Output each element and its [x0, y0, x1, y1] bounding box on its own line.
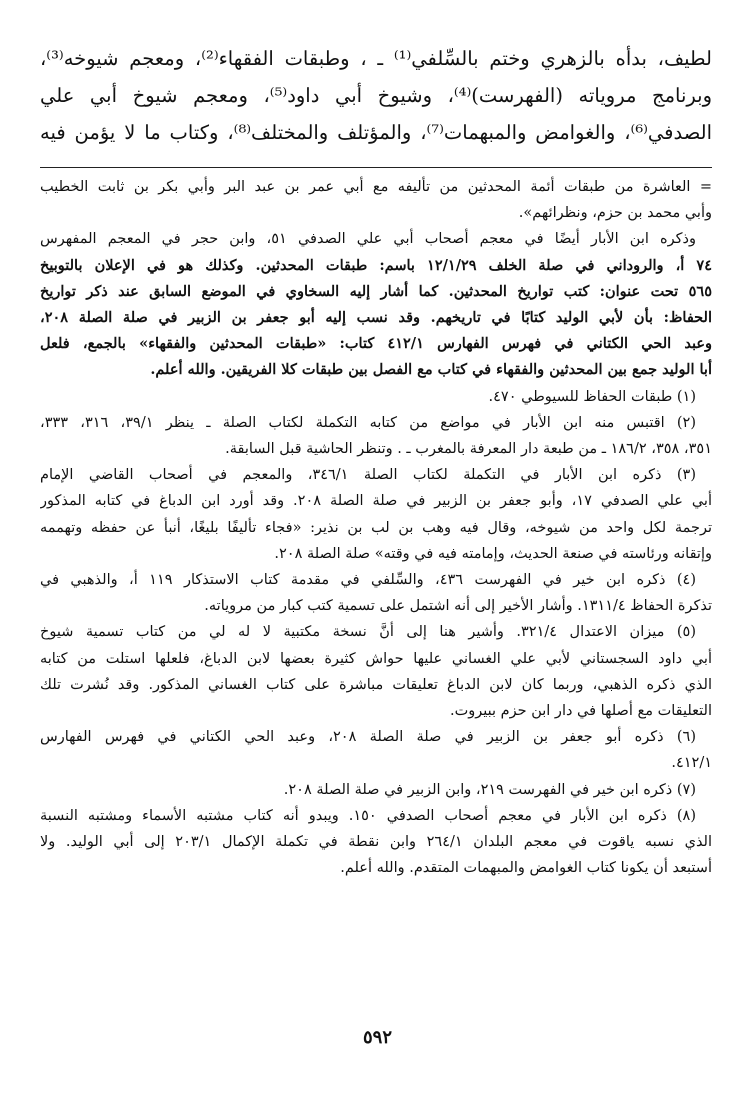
footnote-line: ترجمة لكل واحد من شيوخه، وقال فيه وهب بن لب بن نذير: «فجاء تأليفًا بليغًا، أنبأ عن حفظه وتهممه — [40, 519, 712, 536]
footnote-line: الذي نسبه ياقوت في معجم البلدان ٢٦٤/١ وابن نقطة في تكملة الإكمال ٢٠٣/١ إلى أبي الوليد. ولا — [40, 834, 712, 851]
footnote-7 — [40, 777, 712, 803]
footnote-line: أبا الوليد جمع بين المحدثين والفقهاء في كتاب مع الفصل بين طبقات كلا الفريقين. والله أعلم. — [150, 361, 712, 379]
footnote-line: (٨) ذكره ابن الأبار في معجم أصحاب الصدفي ١٥٠. ويبدو أنه كتاب مشتبه الأسماء ومشتبه النسبة — [40, 807, 696, 824]
footnote-line: ٧٤ أ، والروداني في صلة الخلف ١٢/١/٢٩ باسم: طبقات المحدثين. وكذلك هو في الإعلان بالتوبيخ — [40, 256, 712, 274]
footnotes — [40, 174, 712, 881]
footnote-line: الذي ذكره الذهبي، وربما كان لابن الدباغ تعليقات مباشرة على كتاب الغساني المذكور. وقد نُشرت تلك — [40, 676, 712, 693]
footnote-line: وأبي محمد بن حزم، ونظرائهم». — [518, 205, 712, 222]
footnote-1 — [40, 384, 712, 410]
footnote-line: أبي داود السجستاني لأبي علي الغساني عليها حواش كثيرة بعضها لابن الدباغ، فلعلها استلت من كتابه — [40, 650, 712, 667]
footnote-line: تذكرة الحفاظ ١٣١١/٤. وأشار الأخير إلى أنه اشتمل على تسمية كتب كبار من مروياته. — [204, 598, 712, 615]
main-line: الصدفي⁽⁶⁾، والغوامض والمبهمات⁽⁷⁾، والمؤتلف والمختلف⁽⁸⁾، وكتاب ما لا يؤمن فيه — [40, 121, 712, 144]
main-text — [40, 40, 712, 151]
footnote-line: = العاشرة من طبقات أئمة المحدثين من تأليفه مع أبي عمر بن عبد البر وأبي بكر بن ثابت الخطيب — [40, 179, 712, 195]
footnote-line: (١) طبقات الحفاظ للسيوطي ٤٧٠. — [488, 388, 696, 405]
footnote-line: (٣) ذكره ابن الأبار في التكملة لكتاب الصلة ٣٤٦/١، والمعجم في أصحاب القاضي الإمام — [40, 467, 696, 484]
footnote-line: (٥) ميزان الاعتدال ٣٢١/٤. وأشير هنا إلى أنَّ نسخة مكتبية لا له لي من كتاب تسمية شيوخ — [40, 624, 696, 641]
footnote-line: وإتقانه ورئاسته في صنعة الحديث، وإمامته فيه في وقته» صلة الصلة ٢٠٨. — [274, 545, 712, 562]
footnote-line: أستبعد أن يكونا كتاب الغوامض والمبهمات المتقدم. والله أعلم. — [340, 860, 712, 877]
footnote-line: (٧) ذكره ابن خير في الفهرست ٢١٩، وابن الزبير في صلة الصلة ٢٠٨. — [283, 781, 696, 798]
footnote-3 — [40, 462, 712, 567]
book-page — [40, 40, 712, 1080]
footnote-line: وذكره ابن الأبار أيضًا في معجم أصحاب أبي علي الصدفي ٥١، وابن حجر في المعجم المفهرس — [40, 231, 697, 248]
footnote-continuation — [40, 174, 712, 384]
footnote-4 — [40, 567, 712, 619]
footnote-6 — [40, 724, 712, 776]
footnote-line: ٣٥١، ٣٥٨، ١٨٦/٢ ـ من طبعة دار المعرفة بالمغرب ـ . وتنظر الحاشية قبل السابقة. — [225, 441, 712, 458]
footnote-line: أبي علي الصدفي ١٧، وأبو جعفر بن الزبير في صلة الصلة ٢٠٨. وقد أورد ابن الدباغ في كتابه المذكور — [40, 493, 712, 510]
footnote-5 — [40, 619, 712, 724]
footnote-8 — [40, 803, 712, 882]
footnote-line: (٤) ذكره ابن خير في الفهرست ٤٣٦، والسِّلفي في مقدمة كتاب الاستذكار ١١٩ أ، والذهبي في — [40, 572, 696, 589]
footnote-line: (٦) ذكره أبو جعفر بن الزبير في صلة الصلة ٢٠٨، وعبد الحي الكتاني في فهرس الفهارس — [40, 729, 696, 746]
footnote-2 — [40, 410, 712, 462]
footnote-line: وعبد الحي الكتاني في فهرس الفهارس ٤١٢/١ كتاب: «طبقات المحدثين والفقهاء» بالجمع، فلعل — [40, 335, 712, 353]
footnote-separator — [40, 167, 712, 168]
footnote-line: ٥٦٥ تحت عنوان: كتب تواريخ المحدثين. كما أشار إليه السخاوي في الموضع السابق عند ذكر تواريخ — [40, 282, 712, 300]
main-line: لطيف، بدأه بالزهري وختم بالسِّلفي⁽¹⁾ ـ ، وطبقات الفقهاء⁽²⁾، ومعجم شيوخه⁽³⁾، — [40, 47, 712, 70]
footnote-line: التعليقات مع أصلها في دار ابن حزم ببيروت. — [450, 703, 712, 720]
footnote-line: الحفاظ: بأن لأبي الوليد كتابًا في تاريخهم. وقد نسب إليه أبو جعفر بن الزبير في صلة الصلة ٢٠٨، — [40, 309, 712, 327]
page-number: ٥٩٢ — [362, 1027, 392, 1048]
footnote-line: ٤١٢/١. — [671, 755, 712, 772]
main-line: وبرنامج مروياته (الفهرست)⁽⁴⁾، وشيوخ أبي داود⁽⁵⁾، ومعجم شيوخ أبي علي — [40, 84, 712, 107]
footnote-line: (٢) اقتبس منه ابن الأبار في مواضع من كتابه التكملة لكتاب الصلة ـ ينظر ٣٩/١، ٣١٦، ٣٣٣، — [40, 414, 697, 431]
